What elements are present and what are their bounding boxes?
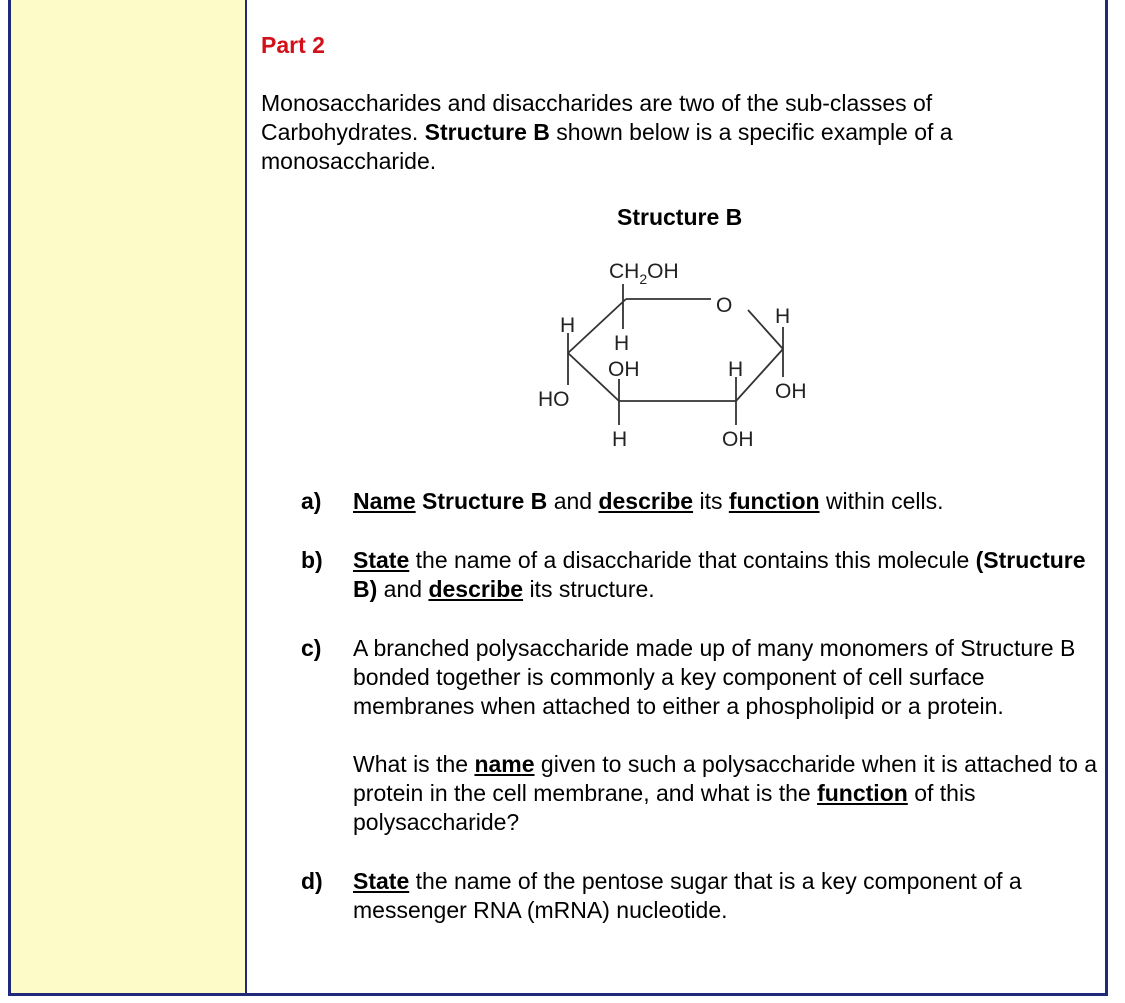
- c1-oh: OH: [775, 380, 807, 403]
- intro-text-1: Monosaccharides and disaccharides are two of the sub-classes of Carbohydrates.: [261, 90, 933, 145]
- question-d: [301, 867, 1111, 925]
- text-run: and: [383, 576, 423, 602]
- question-c: [301, 634, 1111, 837]
- question-b: [301, 546, 1111, 604]
- question-letter: a): [301, 488, 322, 514]
- question-letter: c): [301, 635, 322, 661]
- c2-h: H: [728, 358, 744, 381]
- text-run: given to such a polysaccharide when it is attached to a protein in the cell membrane, and what is the: [353, 751, 1098, 806]
- c3-oh: OH: [608, 358, 640, 381]
- question-text: [353, 546, 1111, 604]
- content-area: [261, 0, 1105, 993]
- command-word: describe: [428, 576, 524, 602]
- text-run: of this polysaccharide?: [353, 780, 976, 835]
- command-word: State: [353, 547, 410, 573]
- intro-structure-ref: Structure B: [424, 119, 550, 145]
- ring-oxygen: O: [716, 294, 733, 317]
- left-margin-panel: [11, 0, 247, 993]
- glucose-ring-structure: [511, 249, 841, 464]
- text-run: its structure.: [529, 576, 655, 602]
- question-letter: b): [301, 547, 323, 573]
- worksheet-frame: [8, 0, 1108, 996]
- question-text: [353, 487, 1111, 516]
- question-a: [301, 487, 1111, 516]
- atom-labels: [538, 260, 807, 451]
- text-run: the name of a disaccharide that contains this molecule: [415, 547, 970, 573]
- c1-h: H: [775, 305, 791, 328]
- structure-ref: Structure B: [422, 488, 548, 514]
- structure-label: Structure B: [617, 204, 743, 230]
- text-run: the name of the pentose sugar that is a key component of a messenger RNA (mRNA) nucleotide.: [353, 868, 1022, 923]
- question-letter: d): [301, 868, 323, 894]
- c5-h: H: [614, 332, 630, 355]
- command-word: describe: [598, 488, 694, 514]
- c3-h: H: [612, 428, 628, 451]
- command-word: Name: [353, 488, 416, 514]
- c4-ho: HO: [538, 388, 570, 411]
- question-text: [353, 750, 1111, 837]
- key-word: function: [817, 780, 908, 806]
- ring-bonds: [568, 284, 783, 425]
- command-word: State: [353, 868, 410, 894]
- text-run: What is the: [353, 751, 469, 777]
- key-word: name: [474, 751, 535, 777]
- c2-oh: OH: [722, 428, 754, 451]
- question-text: [353, 867, 1111, 925]
- text-run: within cells.: [825, 488, 944, 514]
- intro-paragraph: [261, 89, 1091, 176]
- key-word: function: [728, 488, 820, 514]
- c4-h: H: [560, 314, 576, 337]
- intro-text-2: shown below is a specific example of a monosaccharide.: [261, 119, 953, 174]
- question-context: A branched polysaccharide made up of many monomers of Structure B bonded together is commonly a key component of cell surface membranes when attached to either a phospholipid or a protein.: [353, 635, 1076, 719]
- text-run: and: [553, 488, 593, 514]
- part-title: Part 2: [261, 32, 325, 58]
- ch2oh-label: $CH_2OH$: [609, 260, 679, 287]
- question-list: [301, 487, 1111, 955]
- structure-ref: (Structure B): [353, 547, 1086, 602]
- text-run: its: [699, 488, 723, 514]
